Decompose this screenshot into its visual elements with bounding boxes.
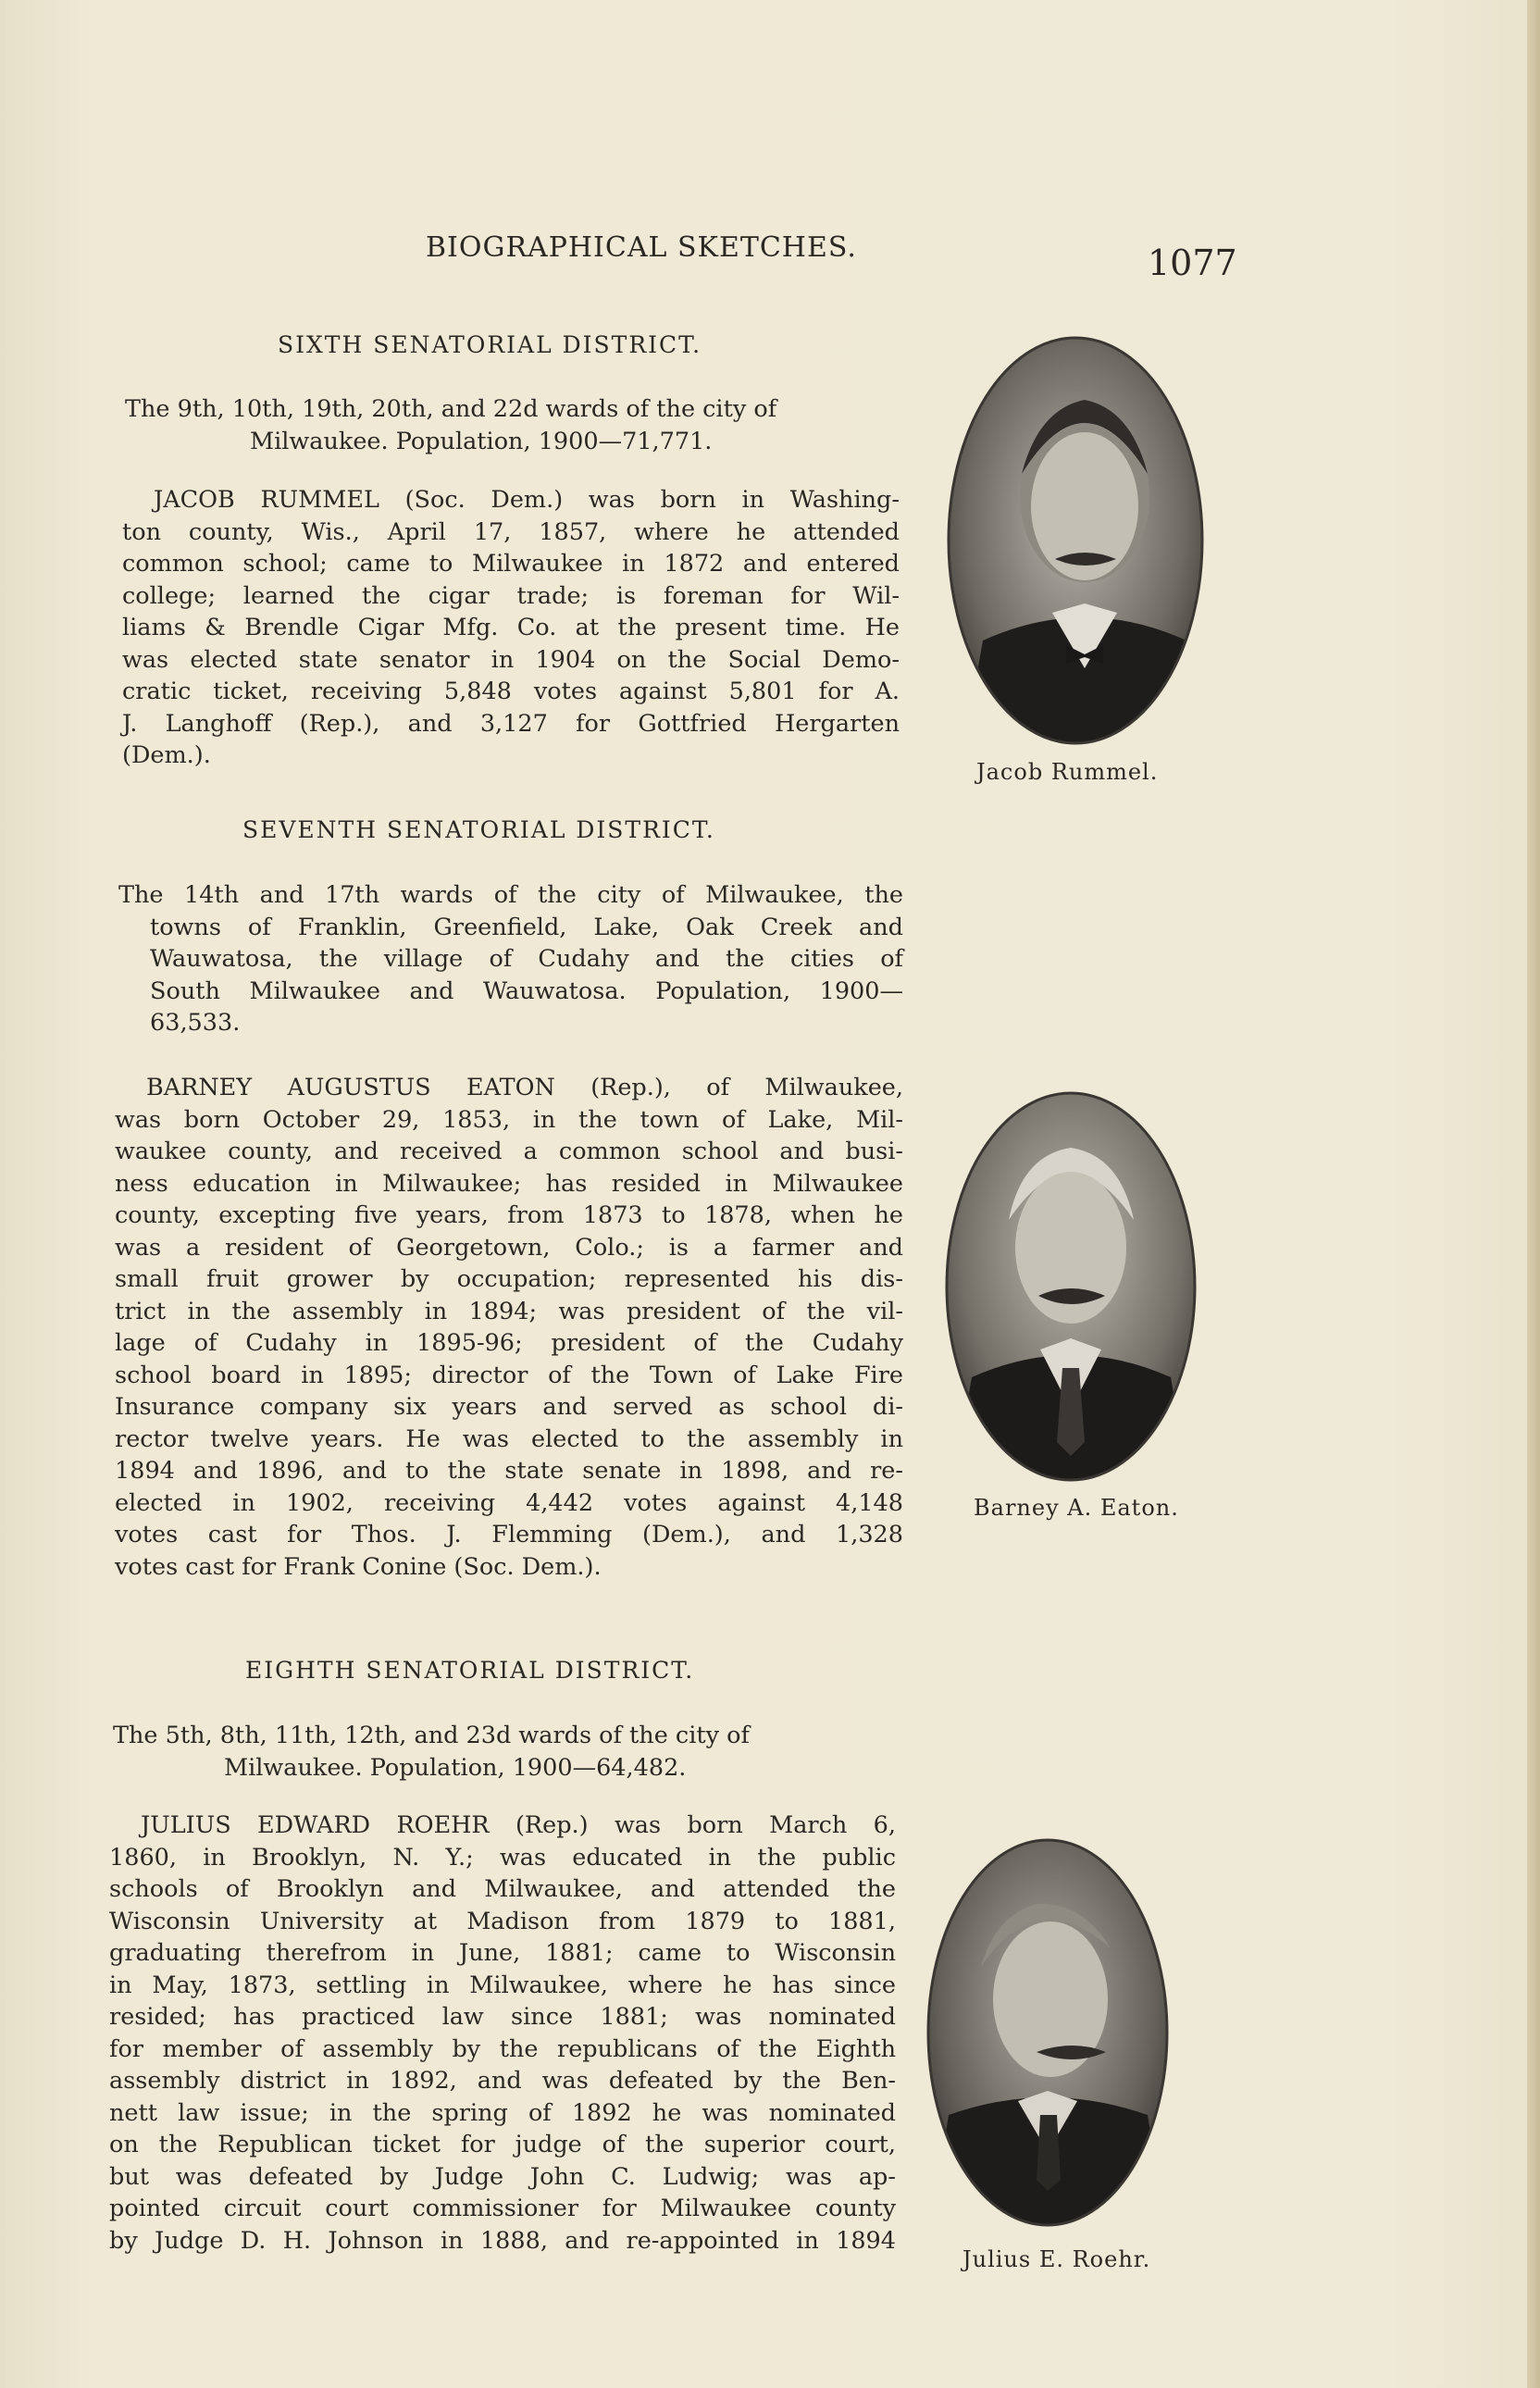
text-line: 1894 and 1896, and to the state senate in 1898, and re- [115,1457,903,1485]
text-line: waukee county, and received a common school and busi- [115,1138,903,1165]
text-line: in May, 1873, settling in Milwaukee, where he has since [109,1971,896,1999]
text-line: 1860, in Brooklyn, N. Y.; was educated in the public [109,1843,896,1872]
text-line: JACOB RUMMEL (Soc. Dem.) was born in Washing- [154,486,900,514]
text-line: Insurance company six years and served as school di- [115,1393,903,1421]
text-line: common school; came to Milwaukee in 1872 and entered [122,550,900,578]
text-line: (Dem.). [122,741,211,769]
text-line: The 5th, 8th, 11th, 12th, and 23d wards of the city of [113,1722,750,1749]
portrait-barney-eaton [944,1090,1198,1483]
text-line: 63,533. [150,1009,241,1037]
text-line: on the Republican ticket for judge of the superior court, [109,2131,896,2158]
biography-roehr [109,1810,896,2257]
text-line: cratic ticket, receiving 5,848 votes against 5,801 for A. [122,678,900,705]
portrait-jacob-rummel [946,335,1205,746]
running-head: BIOGRAPHICAL SKETCHES. [426,231,857,264]
text-line: towns of Franklin, Greenfield, Lake, Oak Creek and [150,913,903,941]
text-line: was born October 29, 1853, in the town of Lake, Mil- [115,1105,903,1134]
text-line: liams & Brendle Cigar Mfg. Co. at the present time. He [122,614,900,641]
text-line: small fruit grower by occupation; represented his dis- [115,1265,903,1293]
text-line: was a resident of Georgetown, Colo.; is a farmer and [115,1233,903,1262]
biography-eaton [115,1072,903,1583]
district-description [118,879,903,1039]
text-line: lage of Cudahy in 1895-96; president of the Cudahy [115,1329,903,1357]
section-heading: SEVENTH SENATORIAL DISTRICT. [242,816,715,843]
text-line: nett law issue; in the spring of 1892 he was nominated [109,2098,896,2127]
section-heading: EIGHTH SENATORIAL DISTRICT. [245,1657,695,1684]
text-line: Milwaukee. Population, 1900—71,771. [250,427,713,455]
text-line: J. Langhoff (Rep.), and 3,127 for Gottfried Hergarten [122,709,900,738]
text-line: school board in 1895; director of the Town of Lake Fire [115,1361,903,1389]
district-description [125,393,907,457]
text-line: county, excepting five years, from 1873 to 1878, when he [115,1201,903,1229]
page-number: 1077 [1148,243,1237,283]
text-line: for member of assembly by the republicans of the Eighth [109,2034,896,2063]
district-description [113,1720,896,1784]
text-line: by Judge D. H. Johnson in 1888, and re-appointed in 1894 [109,2226,896,2255]
portrait-julius-roehr [925,1837,1171,2228]
biography-rummel [122,484,900,772]
text-line: South Milwaukee and Wauwatosa. Population, 1900— [150,976,903,1005]
text-line: ness education in Milwaukee; has resided in Milwaukee [115,1169,903,1198]
text-line: rector twelve years. He was elected to the assembly in [115,1424,903,1453]
text-line: but was defeated by Judge John C. Ludwig; was ap- [109,2162,896,2191]
text-line: The 14th and 17th wards of the city of Milwaukee, the [118,881,903,909]
text-line: BARNEY AUGUSTUS EATON (Rep.), of Milwaukee, [146,1074,903,1101]
text-line: assembly district in 1892, and was defeated by the Ben- [109,2067,896,2095]
text-line: votes cast for Frank Conine (Soc. Dem.). [115,1552,602,1581]
text-line: JULIUS EDWARD ROEHR (Rep.) was born March 6, [141,1811,896,1839]
text-line: schools of Brooklyn and Milwaukee, and attended the [109,1875,896,1903]
section-heading: SIXTH SENATORIAL DISTRICT. [278,331,702,358]
text-line: graduating therefrom in June, 1881; came to Wisconsin [109,1939,896,1967]
text-line: Milwaukee. Population, 1900—64,482. [224,1753,687,1782]
text-line: Wisconsin University at Madison from 1879 to 1881, [109,1907,896,1935]
portrait-caption: Jacob Rummel. [976,759,1159,785]
text-line: elected in 1902, receiving 4,442 votes against 4,148 [115,1488,903,1517]
page-edge [1527,0,1540,2388]
text-line: was elected state senator in 1904 on the Social Demo- [122,645,900,674]
text-line: Wauwatosa, the village of Cudahy and the cities of [150,945,903,973]
text-line: pointed circuit court commissioner for Milwaukee county [109,2195,896,2222]
text-line: trict in the assembly in 1894; was president of the vil- [115,1297,903,1325]
portrait-caption: Julius E. Roehr. [962,2246,1151,2272]
text-line: votes cast for Thos. J. Flemming (Dem.), and 1,328 [115,1521,903,1548]
text-line: college; learned the cigar trade; is foreman for Wil- [122,581,900,610]
portrait-caption: Barney A. Eaton. [974,1495,1179,1521]
text-line: ton county, Wis., April 17, 1857, where he attended [122,517,900,546]
text-line: resided; has practiced law since 1881; was nominated [109,2003,896,2031]
text-line: The 9th, 10th, 19th, 20th, and 22d wards of the city of [125,395,777,423]
